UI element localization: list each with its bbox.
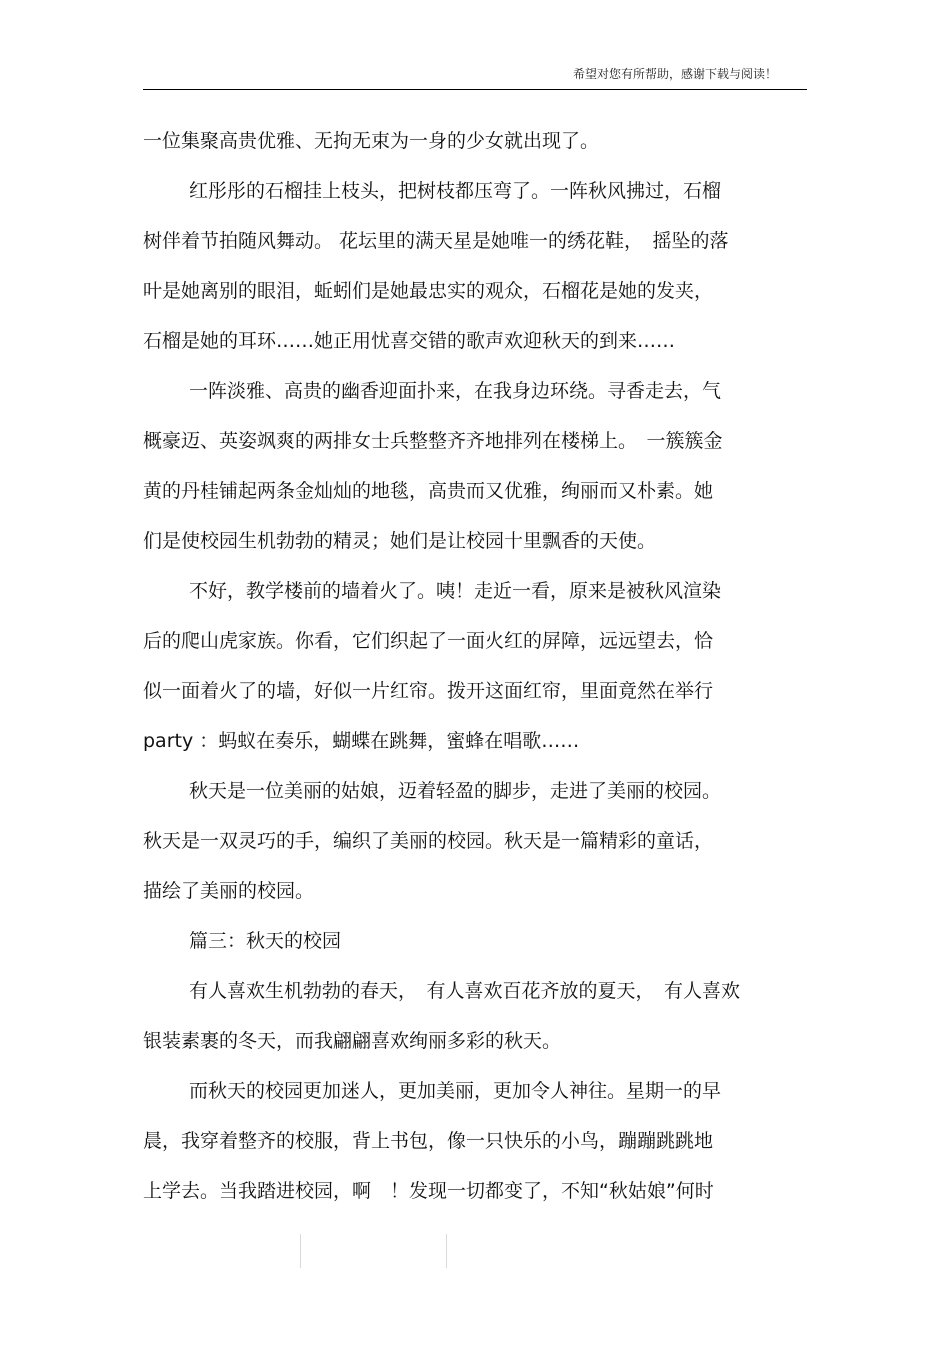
text-line: 叶是她离别的眼泪，蚯蚓们是她最忠实的观众，石榴花是她的发夹， — [143, 280, 714, 302]
header-text: 希望对您有所帮助，感谢下载与阅读！ — [572, 67, 777, 81]
text-line: 上学去。当我踏进校园，啊 ！发现一切都变了，不知“秋姑娘”何时 — [143, 1180, 714, 1202]
paragraph-start-line: 秋天是一位美丽的姑娘，迈着轻盈的脚步，走进了美丽的校园。 — [189, 780, 722, 802]
text-line: 石榴是她的耳环……她正用忧喜交错的歌声欢迎秋天的到来…… — [143, 330, 676, 352]
header-divider — [143, 89, 807, 90]
text-line: 一位集聚高贵优雅、无拘无束为一身的少女就出现了。 — [143, 130, 600, 152]
paragraph-start-line: 有人喜欢生机勃勃的春天， 有人喜欢百花齐放的夏天， 有人喜欢 — [189, 980, 741, 1002]
section-heading: 篇三：秋天的校园 — [189, 930, 342, 952]
text-line: party ：蚂蚁在奏乐，蝴蝶在跳舞，蜜蜂在唱歌…… — [143, 730, 580, 752]
paragraph-start-line: 红彤彤的石榴挂上枝头，把树枝都压弯了。一阵秋风拂过，石榴 — [189, 180, 722, 202]
text-line: 概豪迈、英姿飒爽的两排女士兵整整齐齐地排列在楼梯上。 一簇簇金 — [143, 430, 723, 452]
paragraph-start-line: 而秋天的校园更加迷人，更加美丽，更加令人神往。星期一的早 — [189, 1080, 722, 1102]
text-line: 后的爬山虎家族。你看，它们织起了一面火红的屏障，远远望去，恰 — [143, 630, 714, 652]
footer-divider-left — [300, 1234, 301, 1268]
paragraph-start-line: 一阵淡雅、高贵的幽香迎面扑来，在我身边环绕。寻香走去，气 — [189, 380, 722, 402]
text-line: 银装素裹的冬天，而我翩翩喜欢绚丽多彩的秋天。 — [143, 1030, 562, 1052]
text-line: 们是使校园生机勃勃的精灵；她们是让校园十里飘香的天使。 — [143, 530, 657, 552]
page-header — [143, 66, 807, 90]
footer-divider-right — [446, 1234, 447, 1268]
text-line: 秋天是一双灵巧的手，编织了美丽的校园。秋天是一篇精彩的童话， — [143, 830, 714, 852]
paragraph-start-line: 不好，教学楼前的墙着火了。咦！走近一看，原来是被秋风渲染 — [189, 580, 722, 602]
text-line: 似一面着火了的墙，好似一片红帘。拨开这面红帘，里面竟然在举行 — [143, 680, 714, 702]
text-line: 描绘了美丽的校园。 — [143, 880, 315, 902]
text-line: 黄的丹桂铺起两条金灿灿的地毯，高贵而又优雅，绚丽而又朴素。她 — [143, 480, 714, 502]
document-body — [143, 116, 813, 1216]
text-line: 树伴着节拍随风舞动。 花坛里的满天星是她唯一的绣花鞋， 摇坠的落 — [143, 230, 729, 252]
text-line: 晨，我穿着整齐的校服，背上书包，像一只快乐的小鸟，蹦蹦跳跳地 — [143, 1130, 714, 1152]
